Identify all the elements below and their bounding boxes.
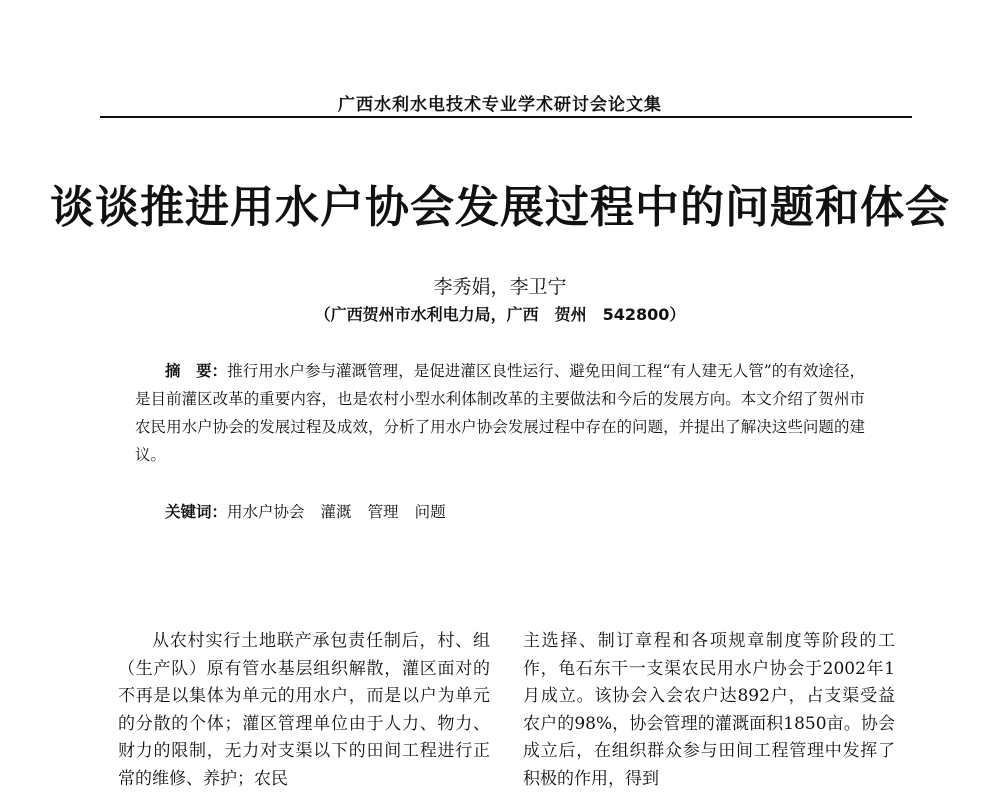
journal-header: 广西水利水电技术专业学术研讨会论文集 <box>338 95 662 115</box>
keywords-label: 关键词： <box>165 503 228 521</box>
keyword: 问题 <box>414 503 446 521</box>
keyword: 灌溉 <box>320 503 352 521</box>
body-right-column: 主选择、制订章程和各项规章制度等阶段的工作，龟石东干一支渠农民用水户协会于2002年1月成立。该协会入会农户达892户，占支渠受益农户的98%，协会管理的灌溉面积1850亩。协会成立后，在组织群众参与田间工程管理中发挥了积极的作用，得到 <box>523 631 895 789</box>
paper-title: 谈谈推进用水户协会发展过程中的问题和体会 <box>50 182 950 233</box>
affiliation: （广西贺州市水利电力局，广西 贺州 542800） <box>314 305 686 324</box>
keyword: 管理 <box>367 503 399 521</box>
authors: 李秀娟，李卫宁 <box>433 276 567 298</box>
keywords <box>165 500 462 522</box>
keyword: 用水户协会 <box>227 503 305 521</box>
header-rule <box>100 116 912 118</box>
body-left-column: 从农村实行土地联产承包责任制后，村、组（生产队）原有管水基层组织解散，灌区面对的不再是以集体为单元的用水户，而是以户为单元的分散的个体；灌区管理单位由于人力、物力、财力的限制，无力对支渠以下的田间工程进行正常的维修、养护；农民 <box>118 631 490 789</box>
abstract-text: 推行用水户参与灌溉管理，是促进灌区良性运行、避免田间工程“有人建无人管”的有效途径，是目前灌区改革的重要内容，也是农村小型水利体制改革的主要做法和今后的发展方向。本文介绍了贺州市农民用水户协会的发展过程及成效，分析了用水户协会发展过程中存在的问题，并提出了解决这些问题的建议。 <box>135 362 865 464</box>
abstract <box>135 357 865 469</box>
abstract-label: 摘 要： <box>165 362 228 380</box>
